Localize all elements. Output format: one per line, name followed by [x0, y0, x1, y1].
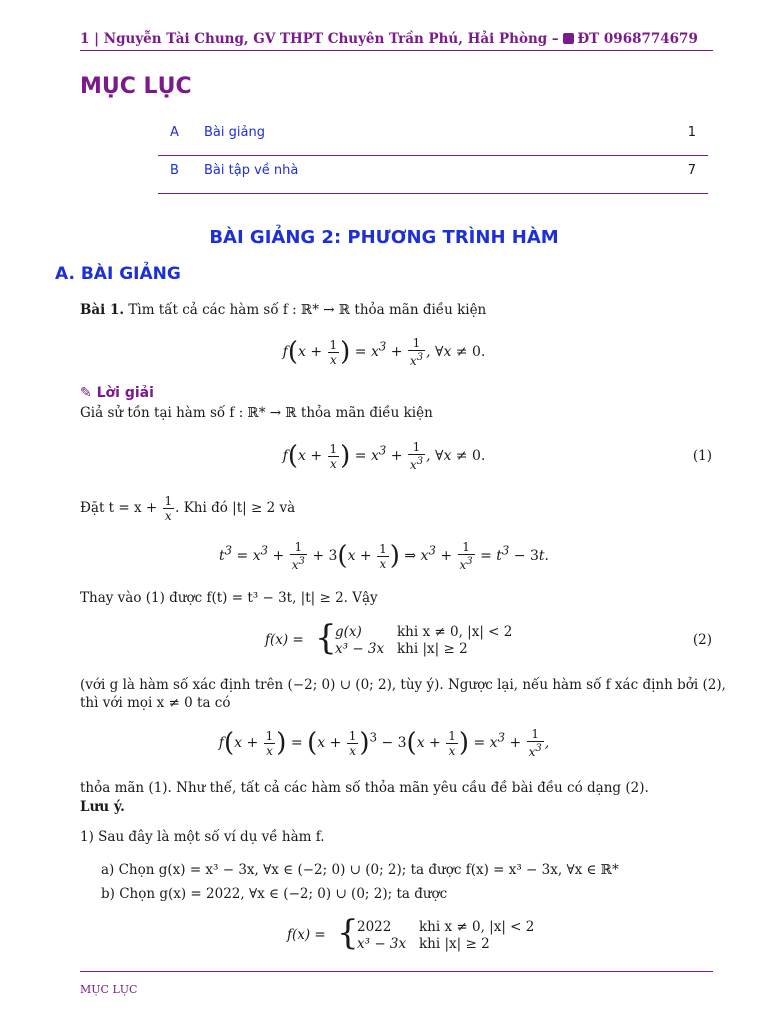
text-fragment: Đặt t = x +: [80, 500, 158, 516]
case-row: [357, 936, 406, 952]
lecture-title: BÀI GIẢNG 2: PHƯƠNG TRÌNH HÀM: [209, 227, 559, 248]
case-row: [335, 624, 362, 640]
fraction: $\frac{1}{x}$: [164, 494, 173, 523]
case-cond: khi |x| ≥ 2: [419, 936, 490, 952]
edit-icon: ✎: [80, 385, 97, 401]
cases-lhs: f(x) =: [265, 632, 304, 648]
toc-divider: [158, 193, 708, 194]
header-separator: –: [551, 31, 559, 47]
paragraph: thì với mọi x ≠ 0 ta có: [80, 695, 231, 711]
equation-number: (1): [692, 448, 712, 464]
paragraph: thỏa mãn (1). Như thế, tất cả các hàm số thỏa mãn yêu cầu đề bài đều có dạng (2).: [80, 780, 649, 796]
piecewise-example: [287, 913, 587, 955]
case-cond: khi |x| ≥ 2: [397, 641, 468, 657]
case-expr: 2022: [357, 919, 392, 935]
problem-label: Bài 1.: [80, 302, 125, 318]
case-expr: x³ − 3x: [335, 641, 385, 657]
brace: {: [315, 618, 337, 658]
section-heading: A. BÀI GIẢNG: [55, 264, 181, 284]
list-item: b) Chọn g(x) = 2022, ∀x ∈ (−2; 0) ∪ (0; 2); ta được: [101, 886, 448, 902]
cases-lhs: f(x) =: [287, 927, 326, 943]
toc-letter: A: [170, 125, 179, 140]
toc-entry-a[interactable]: [158, 114, 708, 152]
toc-link[interactable]: Bài tập về nhà: [204, 163, 299, 178]
toc-entry-b[interactable]: [158, 152, 708, 190]
case-cond: khi x ≠ 0, |x| < 2: [419, 919, 535, 935]
paragraph: Thay vào (1) được f(t) = t³ − 3t, |t| ≥ 2. Vậy: [80, 590, 378, 606]
header-phone: ĐT 0968774679: [577, 31, 698, 47]
equation-t-cubed: $t^3 = x^3$ + $\frac{1}{x^3}$ + 3(x + $\frac{1}{x}$ ) ⇒ $x^3$ + $\frac{1}{x^3}$ = $t^3 - 3t$.: [219, 540, 549, 572]
toc-letter: B: [170, 163, 179, 178]
equation-number: (2): [692, 632, 712, 648]
header-page-number: 1: [80, 31, 90, 47]
paragraph-substitution: [80, 494, 295, 523]
footer-rule: [80, 971, 713, 972]
toc-page: 1: [687, 125, 696, 140]
piecewise-definition-2: [265, 618, 565, 660]
list-item: 1) Sau đây là một số ví dụ về hàm f.: [80, 829, 325, 845]
header-rule: [80, 50, 713, 51]
header-author: Nguyễn Tài Chung, GV THPT Chuyên Trần Phú, Hải Phòng: [103, 31, 548, 47]
brace: {: [337, 913, 359, 953]
header-divider: |: [94, 31, 104, 47]
list-item: a) Chọn g(x) = x³ − 3x, ∀x ∈ (−2; 0) ∪ (0; 2); ta được f(x) = x³ − 3x, ∀x ∈ ℝ*: [101, 862, 619, 878]
text-fragment: . Khi đó |t| ≥ 2 và: [175, 500, 296, 516]
paragraph: (với g là hàm số xác định trên (−2; 0) ∪ (0; 2), tùy ý). Ngược lại, nếu hàm số f xác định bởi (2),: [80, 677, 726, 693]
case-cond: khi x ≠ 0, |x| < 2: [397, 624, 513, 640]
equation-1: f(x + $\frac{1}{x}$ ) = $x^3$ + $\frac{1}{x^3}$ , ∀x ≠ 0.: [282, 440, 486, 472]
note-heading: Lưu ý.: [80, 799, 125, 815]
toc-link[interactable]: Bài giảng: [204, 125, 265, 140]
case-row: [335, 641, 384, 657]
phone-icon: [563, 33, 574, 44]
toc-page: 7: [687, 163, 696, 178]
toc-title: MỤC LỤC: [80, 74, 192, 99]
running-footer: MỤC LỤC: [80, 983, 138, 996]
running-header: [80, 31, 698, 47]
case-expr: x³ − 3x: [357, 936, 407, 952]
problem-text: Tìm tất cả các hàm số f : ℝ* → ℝ thỏa mãn điều kiện: [128, 302, 487, 318]
solution-heading: [80, 385, 154, 401]
paragraph: Giả sử tồn tại hàm số f : ℝ* → ℝ thỏa mãn điều kiện: [80, 405, 433, 421]
solution-label: Lời giải: [96, 385, 154, 401]
problem-statement: [80, 302, 486, 318]
equation-verify: f(x + $\frac{1}{x}$ ) = (x + $\frac{1}{x}$ )$^3$ − 3(x + $\frac{1}{x}$ ) = $x^3$ + $\frac{1}{x^3}$ ,: [218, 727, 550, 759]
equation-problem: f(x + $\frac{1}{x}$ ) = $x^3$ + $\frac{1}{x^3}$ , ∀x ≠ 0.: [282, 336, 486, 368]
case-expr: g(x): [335, 624, 362, 640]
